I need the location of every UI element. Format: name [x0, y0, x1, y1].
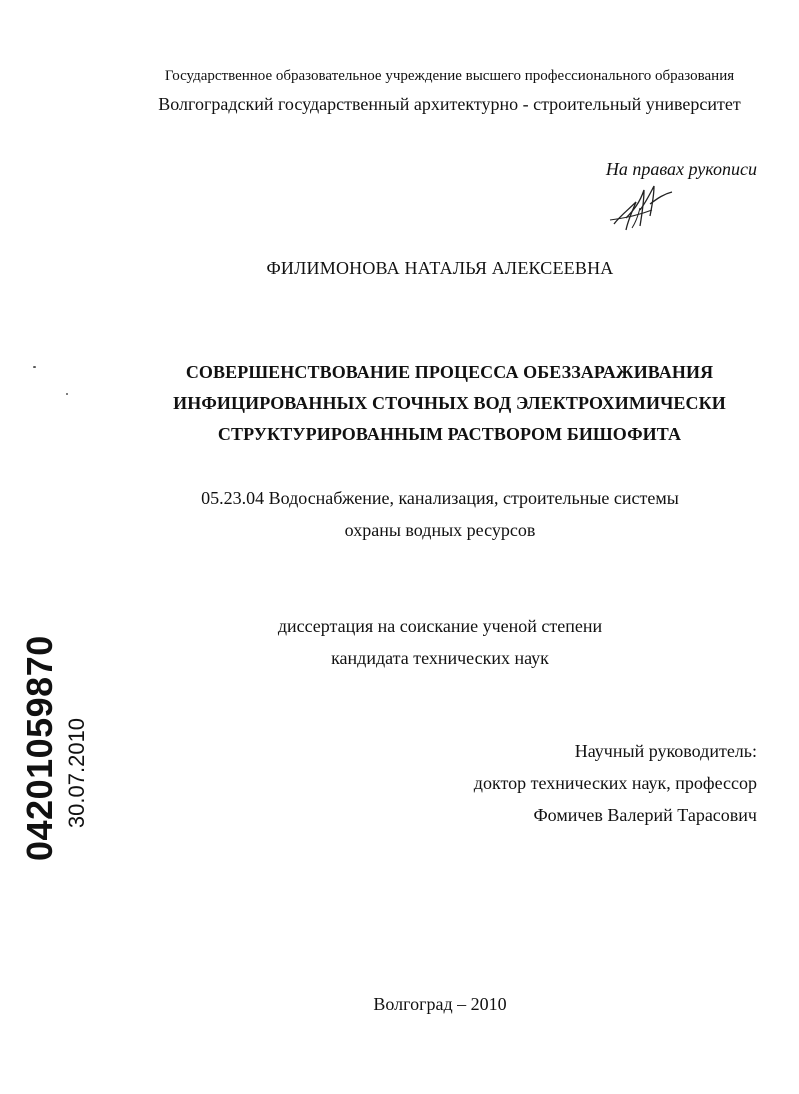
title-line-2: ИНФИЦИРОВАННЫХ СТОЧНЫХ ВОД ЭЛЕКТРОХИМИЧЕСКИ — [173, 393, 726, 413]
supervisor-label: Научный руководитель: — [574, 741, 757, 761]
supervisor-degree: доктор технических наук, профессор — [473, 773, 757, 793]
signature-icon — [606, 180, 676, 235]
specialty-line-1: 05.23.04 Водоснабжение, канализация, строительные системы — [201, 488, 679, 508]
city-year: Волгоград – 2010 — [373, 994, 507, 1014]
dissertation-line-2: кандидата технических наук — [331, 648, 549, 668]
title-line-3: СТРУКТУРИРОВАННЫМ РАСТВОРОМ БИШОФИТА — [217, 424, 682, 444]
institution-line-2: Волгоградский государственный архитектурно - строительный университет — [158, 94, 741, 114]
scan-speck — [33, 366, 36, 368]
library-stamp-date: 30.07.2010 — [64, 717, 89, 829]
title-line-1: СОВЕРШЕНСТВОВАНИЕ ПРОЦЕССА ОБЕЗЗАРАЖИВАНИЯ — [185, 362, 714, 382]
specialty-line-2: охраны водных ресурсов — [344, 520, 536, 540]
rights-note: На правах рукописи — [605, 159, 757, 179]
dissertation-line-1: диссертация на соискание ученой степени — [277, 616, 603, 636]
supervisor-name: Фомичев Валерий Тарасович — [533, 805, 757, 825]
scan-speck — [66, 393, 68, 395]
institution-line-1: Государственное образовательное учреждение высшего профессионального образования — [164, 68, 735, 84]
author-name: ФИЛИМОНОВА НАТАЛЬЯ АЛЕКСЕЕВНА — [266, 258, 614, 278]
library-stamp-number: 04201059870 — [19, 635, 60, 861]
